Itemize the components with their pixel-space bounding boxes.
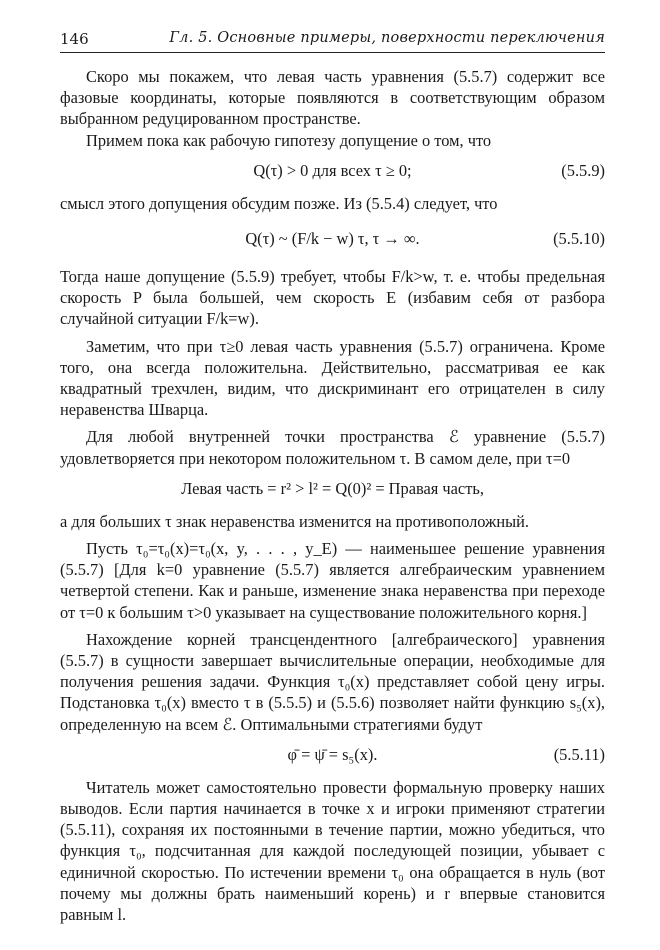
paragraph-6: Для любой внутренней точки пространства ℰ уравнение (5.5.7) удовлетворяется при некотором положительном τ. В самом деле, при τ=0 <box>60 427 605 468</box>
paragraph-7: а для больших τ знак неравенства изменится на противоположный. <box>60 511 530 531</box>
equation-5-5-9-body: Q(τ) > 0 для всех τ ≥ 0; <box>253 160 412 180</box>
paragraph-9: Нахождение корней трансцендентного [алгебраического] уравнения (5.5.7) в сущности завершает вычислительные операции, необходимые для получения решения задачи. Функция τ₀(x) представляет собой цену игры. Подстановка τ₀(x) вместо τ в (5.5.5) и (5.5.6) позволяет найти функцию s₅(x), определенную на всем ℰ. Оптимальными стратегиями будут <box>60 629 605 734</box>
equation-5-5-10-number: (5.5.10) <box>553 229 605 249</box>
equation-5-5-10-body: Q(τ) ~ (F/k − w) τ, τ → ∞. <box>245 229 420 249</box>
header-rule <box>60 52 605 53</box>
equation-left-right <box>60 473 605 507</box>
paragraph-1: Скоро мы покажем, что левая часть уравнения (5.5.7) содержит все фазовые координаты, которые появляются в соответствующим образом выбранном редуцированном пространстве. <box>60 67 605 129</box>
equation-left-right-body: Левая часть = r² > l² = Q(0)² = Правая часть, <box>181 478 484 498</box>
paragraph-3: смысл этого допущения обсудим позже. Из (5.5.4) следует, что <box>60 193 498 213</box>
equation-5-5-10 <box>60 218 605 262</box>
paragraph-2: Примем пока как рабочую гипотезу допущение о том, что <box>86 130 492 150</box>
equation-5-5-9 <box>60 155 605 189</box>
equation-5-5-11-body: φ̄ = ψ̄ = s₅(x). <box>287 744 378 764</box>
paragraph-8: Пусть τ₀=τ₀(x)=τ₀(x, y, . . . , y_E) — наименьшее решение уравнения (5.5.7) [Для k=0 уравнение (5.5.7) является алгебраическим уравнением четвертой степени. Как и раньше, изменение знака неравенства при переходе от τ=0 к большим τ>0 указывает на существование положительного корня.] <box>60 539 605 622</box>
paragraph-5: Заметим, что при τ≥0 левая часть уравнения (5.5.7) ограничена. Кроме того, она всегда положительна. Действительно, рассматривая ее как квадратный трехчлен, видим, что дискриминант его отрицателен в силу неравенства Шварца. <box>60 336 605 420</box>
equation-5-5-11 <box>60 739 605 773</box>
paragraph-10: Читатель может самостоятельно провести формальную проверку наших выводов. Если партия начинается в точке x и игроки применяют стратегии (5.5.11), сохраняя их постоянными в течение партии, можно убедиться, что функция τ₀, подсчитанная для каждой последующей позиции, убывает с единичной скоростью. По истечении времени τ₀ она обращается в нуль (вот почему мы должны брать наименьший корень) и r впервые становится равным l. <box>60 777 605 925</box>
page-body <box>60 66 605 925</box>
page-number: 146 <box>60 30 89 48</box>
page-header <box>60 30 605 52</box>
running-title: Гл. 5. Основные примеры, поверхности переключения <box>169 30 605 46</box>
equation-5-5-11-number: (5.5.11) <box>553 744 605 764</box>
paragraph-4: Тогда наше допущение (5.5.9) требует, чтобы F/k>w, т. е. чтобы предельная скорость P была большей, чем скорость E (избавим себя от разбора случайной ситуации F/k=w). <box>60 267 605 329</box>
equation-5-5-9-number: (5.5.9) <box>561 160 605 180</box>
